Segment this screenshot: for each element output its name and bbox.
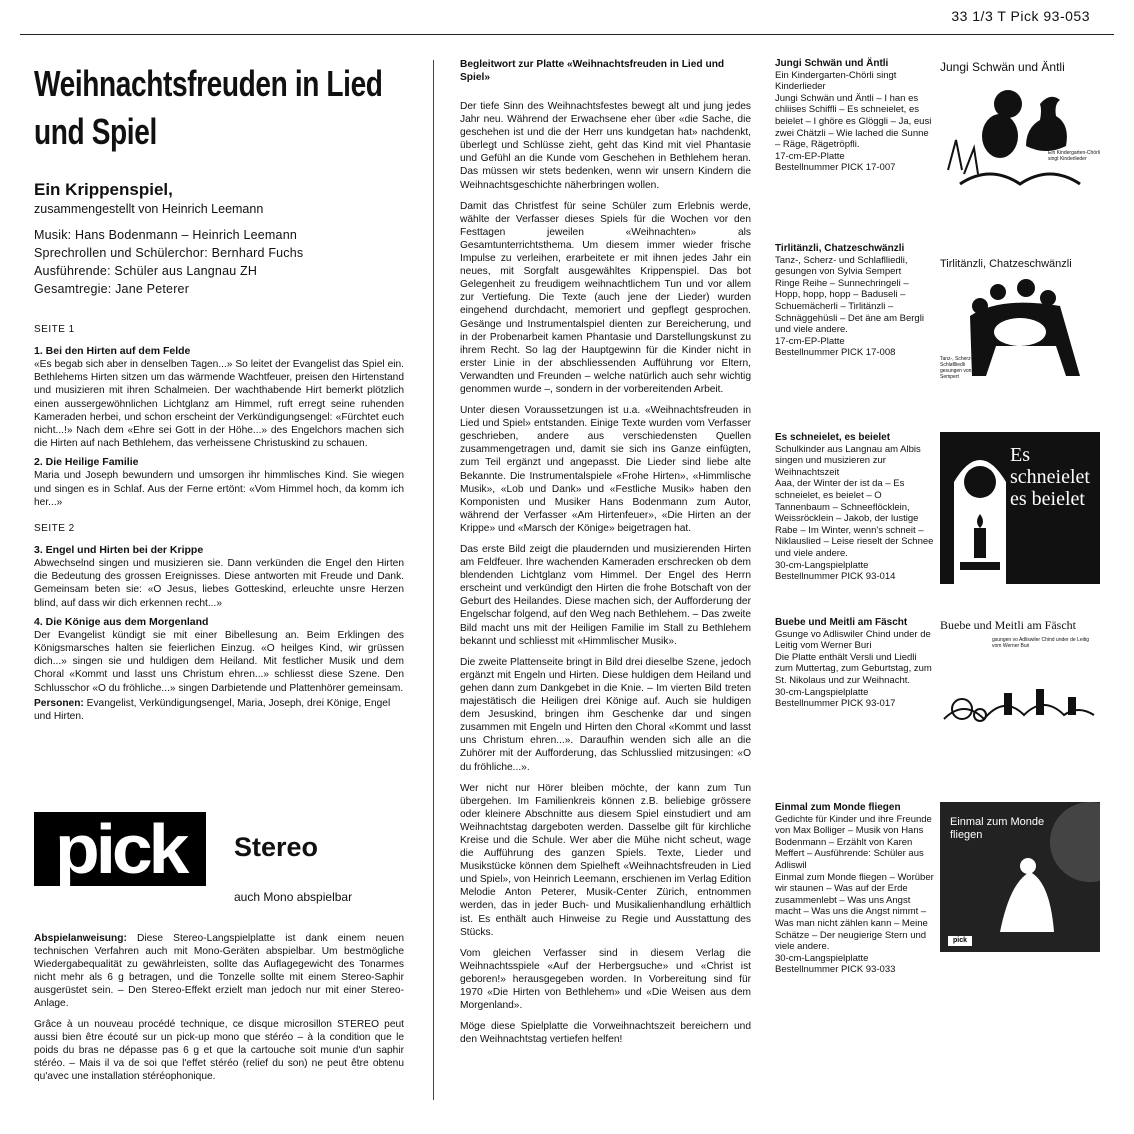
cover-title: Einmal zum Monde fliegen [950,816,1045,841]
record-cover [940,618,1100,739]
side2-label: SEITE 2 [34,523,75,535]
label-logo-row [34,812,414,902]
record-entry [775,432,935,583]
pick-logo-text: pick [54,810,186,888]
record-entry [775,802,935,976]
instructions-label: Abspielanweisung: [34,933,127,944]
essay-paragraph: Wer nicht nur Hörer bleiben möchte, der kann zum Tun übergehen. Im Familienkreis können z.B. beliebige grössere oder kleinere Abschnitte aus diesem Spiel einstudiert und am Weihnachtstag dargeboten werden. Dasselbe gilt für kirchliche Kreise und die Schule. Wer aber die Mühe nicht scheut, wage die Aufführung des ganzen Spiels. Texte, Lieder und Musikstücke können dem Spielheft «Weihnachtsfreuden in Lied und Spiel», von Heinrich Leemann, erschienen im Verlag Edition Melodie Anton Peterer, Musik-Center Zürich, entnommen werden, das in jeder Buch- und Musikalienhandlung erhältlich ist. Es enthält auch Hinweise zu Regie und Ausstattung des Stücks. [460,782,751,938]
side1-label: SEITE 1 [34,324,75,335]
essay-paragraph: Die zweite Plattenseite bringt in Bild drei dieselbe Szene, jedoch ergänzt mit Engeln und Hirten. Diese huldigen dem Heiland und gehen dann zum Dankgebet in die Knie. – Im vierten Bild treten majestätisch die Heiligen drei Könige auf. Auch sie huldigen dem Jesuskind, bringen ihm Geschenke dar und singen zusammen mit Engeln und Hirten den Choral «Kommt und lasst uns Christum ehren...». Daraufhin wenden sich alle an die Zuhörer mit der Aufforderung, das Schlusslied mitzusingen: «O du fröhliche...». [460,656,751,773]
cover-caption: Tanz-, Scherz- und Schlaflliedli gesungen von Sylvia Sempert [940,356,987,380]
personen [34,697,404,723]
record-entry [775,58,935,174]
mono-label: auch Mono abspielbar [234,890,353,904]
track-text: Maria und Joseph bewundern und umsorgen ihr himmlisches Kind. Sie wiegen und singen es in Schlaf. Aus der Ferne ertönt: «Vom Himmel hoch, da komm ich her...» [34,470,404,508]
record-text: Gedichte für Kinder und ihre Freunde von Max Bolliger – Musik von Hans Bodenmann – Erzählt von Karen Meffert – Ausführende: Schüler aus Adliswil Einmal zum Monde fliegen – Worüber wir staunen – Was auf der Erde zusammenlebt – Was uns Angst macht – Was uns die Angst nimmt – Was man nicht zählen kann – Meine Schätze – Der neugierige Stern und viele andere. 30-cm-Langspielplatte Bestellnummer PICK 93-033 [775,813,934,976]
cover-title: Tirlitänzli, Chatzeschwänzli [940,258,1072,270]
cover-title: Buebe und Meitli am Fäscht [940,618,1076,632]
credit-line: Gesamtregie: Jane Peterer [34,282,190,296]
track-text: Der Evangelist kündigt sie mit einer Bibellesung an. Beim Erklingen des Königsmarsches halten sie feierlichen Einzug. «O heilges Kind, wir grüssen dich...» singen sie und huldigen dem Heiland. Mit festlicher Musik und dem Choral «Kommt und lasst uns Christum ehren...» schliesst diese Szene. Den Schlusschor «O du fröhliche...» singen Darbietende und Plattenhörer gemeinsam. [34,629,404,694]
essay-paragraph: Möge diese Spielplatte die Vorweihnachtszeit bereichern und den Weihnachtstag vertiefen helfen! [460,1021,751,1046]
cover-caption: Ein Kindergarten-Chörli singt Kinderlieder [1048,150,1100,162]
cover-logo: pick [948,936,972,946]
essay-paragraph: Unter diesen Voraussetzungen ist u.a. «Weihnachtsfreuden in Lied und Spiel» entstanden. Einige Texte wurden vom Verfasser geschrieben, andere aus verschiedensten Quellen zusammengetragen und, damit sie sich ins Ganze einfügten, zum Teil ergänzt und angepasst. Die Lieder sind liebe alte Bekannte. Die Instrumentalspiele «Frohe Hirten», «Himmlische Musik», «Lob und Dank» und «Festliche Musik» haben den Komponisten und Musiker Hans Bodenmann zum Autor, während der Verfasser «Am Hirtenfeuer», «Die Hirten an der Krippe» und «Marsch der Könige» beigetragen hat. [460,405,751,534]
essay-paragraph: Vom gleichen Verfasser sind in diesem Verlag die Weihnachtsspiele «Auf der Herbergsuche» und «Christ ist geboren!» herausgegeben worden. In Vorbereitung sind für 1970 «Die Hirten von Bethlehem» und «Die Weisen aus dem Morgenland». [460,947,751,1012]
swans-illustration-icon [940,74,1100,204]
essay-paragraph: Das erste Bild zeigt die plaudernden und musizierenden Hirten am Feldfeuer. Ihre wachenden Kameraden erschrecken ob dem blendenden Lichtglanz vom Himmel. Der Engel des Herrn erscheint und verkündigt den Hirten die frohe Botschaft von der Geburt des Heilandes. Diese machen sich, der Aufforderung der Engelschar folgend, auf den Weg nach Bethlehem. – Das zweite Bild macht uns mit der Heiligen Familie im Stall zu Bethlehem bekannt und schliesst mit «Himmlischer Musik». [460,544,751,647]
record-cover [940,60,1100,204]
top-rule [20,34,1114,35]
festival-parade-icon [940,649,1100,739]
moon-figure-icon [940,802,1100,952]
essay-paragraph: Der tiefe Sinn des Weihnachtsfestes bewegt alt und jung jedes Jahr neu. Während der Erwachsene eher über «die Sache, die geschehen ist und die der Herr uns kundgetan hat» nachdenkt, überlegt und Schlüsse zieht, geht das Kind mit viel Phantasie und Gefühl an die Kunde vom Geschehen in Bethlehem heran. Das müssen wir stets bedenken, wenn wir unsern Kindern die Weihnachtsgeschichte näherbringen wollen. [460,101,751,191]
instructions-fr: Grâce à un nouveau procédé technique, ce disque microsillon STEREO peut aussi bien être écouté sur un pick-up mono que stéréo – à la condition que le poids du bras ne dépasse pas 6 g et que la cartouche soit munie d'un saphir stéréo. – Mais il va de soi que l'effet stéréo (relief du son) ne peut être obtenu qu'avec une installation stéréophonique. [34,1019,404,1082]
record-cover [940,802,1100,952]
page-title: Weihnachtsfreuden in Lied und Spiel [34,63,383,152]
track-title: 2. Die Heilige Familie [34,456,139,469]
record-title: Jungi Schwän und Äntli [775,58,889,69]
record-cover [940,432,1100,584]
track-title: 1. Bei den Hirten auf dem Felde [34,345,191,357]
cover-caption: gsungen vo Adliswiler Chind under de Leitig vom Werner Buri [992,637,1090,649]
credit-line: Ausführende: Schüler aus Langnau ZH [34,264,258,278]
track-text: Abwechselnd singen und musizieren sie. Dann verkünden die Engel den Hirten die Bedeutung des grossen Ereignisses. Diese antworten mit Freude und Dank. Gemeinsam beten sie: «O Jesus, liebes Gotteskind, erleuchte unsre Herzen blind, auf dass wir dich erkennen recht...» [34,558,404,609]
record-entry [775,243,935,359]
record-title: Es schneielet, es beielet [775,432,891,443]
track-title: 3. Engel und Hirten bei der Krippe [34,544,204,557]
track-title: 4. Die Könige aus dem Morgenland [34,615,209,628]
record-title: Buebe und Meitli am Fäscht [775,617,908,628]
record-title: Einmal zum Monde fliegen [775,802,901,813]
record-cover [940,258,1100,395]
credit-line: Sprechrollen und Schülerchor: Bernhard Fuchs [34,246,304,260]
cover-title: Es schneielet es beielet [1010,444,1090,510]
instructions-de: Diese Stereo-Langspielplatte ist dank einem neuen technischen Verfahren auch mit Mono-Geräten abspielbar. Um bestmögliche Wiedergabequalität zu gewährleisten, sollte das Auflagegewicht des Tonarmes nicht mehr als 6 g betragen, und die Tonzelle sollte mit einem Stereo-Saphir ausgerüstet sein. – Den Stereo-Effekt erzielt man jedoch nur mit einer Stereo-Anlage. [34,933,404,1009]
credit-line: Musik: Hans Bodenmann – Heinrich Leemann [34,228,297,242]
catalog-number: 33 1/3 T Pick 93-053 [951,8,1090,24]
left-column [34,60,404,723]
essay-heading: Begleitwort zur Platte «Weihnachtsfreuden in Lied und Spiel» [460,59,725,83]
compiled-by: zusammengestellt von Heinrich Leemann [34,202,264,216]
stereo-label: Stereo [234,832,319,862]
credits-list [34,226,404,298]
playing-instructions [34,932,404,1091]
essay-paragraph: Damit das Christfest für seine Schüler zum Erlebnis werde, wählte der Verfasser dieses Spiels für die Wochen vor den Festtagen jeweilen «Weihnachten» als Gesamtunterrichtsthema. Um diesem immer wieder frische Impulse zu verleihen, erarbeitete er mit ihnen jedes Jahr ein neues, mit Sorgfalt ausgewähltes Krippenspiel. Das bot Gelegenheit zu freudigem weihnachtlichem Tun und vor allem zur Vertiefung. Die Texte (auch jene der Lieder) wurden eingehend durchdacht, memoriert und gepflegt gesprochen. Gesänge und Instrumentalspiel dienten zur Bereicherung, und in der Probenarbeit kamen Phantasie und Darstellungskunst zu ihrem Recht. So lag der Hauptgewinn für die Kinder nicht in erster Linie in der abschliessenden Aufführung vor Eltern, Verwandten und Freunden – welche natürlich auch sehr wichtig genommen wurde –, sondern in der vorbereitenden Arbeit. [460,200,751,395]
personen-text: Evangelist, Verkündigungsengel, Maria, Joseph, drei Könige, Engel und Hirten. [34,697,391,723]
subtitle: Ein Krippenspiel, [34,180,173,199]
record-title: Tirlitänzli, Chatzeschwänzli [775,243,905,254]
cover-title: Jungi Schwän und Äntli [940,60,1065,74]
record-entry [775,617,935,710]
record-text: Ein Kindergarten-Chörli singt Kinderlieder Jungi Schwän und Äntli – I han es chliises Schiffli – Es schneielet, es beielet – I ghöre es Glöggli – Ja, eusi zwei Chätzli – Wie lached die Sunne – Räge, Rägetröpfli. 17-cm-EP-Platte Bestellnummer PICK 17-007 [775,69,932,174]
record-text: Tanz-, Scherz- und Schlaflliedli, gesungen von Sylvia Sempert Ringe Reihe – Sunnechringeli – Hopp, hopp, hopp – Baduseli – Schuemächerli – Tirlitänzli – Schnäggehüsli – Det äne am Bergli und viele andere. 17-cm-EP-Platte Bestellnummer PICK 17-008 [775,254,924,359]
essay-column [460,58,751,1054]
column-divider [433,60,434,1100]
record-text: Schulkinder aus Langnau am Albis singen und musizieren zur Weihnachtszeit Aaa, der Winter der ist da – Es schneielet, es beielet – O Tannenbaum – Schneeflöcklein, Weissröcklein – Jakob, der lustige Rabe – Im Winter, wenn's schneit – Niklauslied – Leise rieselt der Schnee und viele andere. 30-cm-Langspielplatte Bestellnummer PICK 93-014 [775,443,934,583]
track-text: «Es begab sich aber in denselben Tagen...» So leitet der Evangelist das Spiel ein. Bethlehems Hirten sitzen um das wärmende Wachtfeuer, preisen den Hirtenstand und musizieren mit ihren Schalmeien. Der wachthabende Hirt bemerkt plötzlich einen aussergewöhnlichen Lichtglanz am Himmel, ruft erregt seine ruhenden Kameraden herbei, und schon erscheint der Verkündigungsengel: «Fürchtet euch nicht...!» Nach dem «Ehre sei Gott in der Höhe...» des Engelchors machen sich die Hirten auf nach Bethlehem, das verheissene Christuskind zu schauen. [34,359,404,450]
personen-label: Personen: [34,697,84,709]
pick-logo [34,812,206,886]
record-text: Gsunge vo Adliswiler Chind under de Leitig vom Werner Buri Die Platte enthält Versli und Liedli zum Muttertag, zum Geburtstag, zum St. Nikolaus und zur Weihnacht. 30-cm-Langspielplatte Bestellnummer PICK 93-017 [775,628,932,710]
